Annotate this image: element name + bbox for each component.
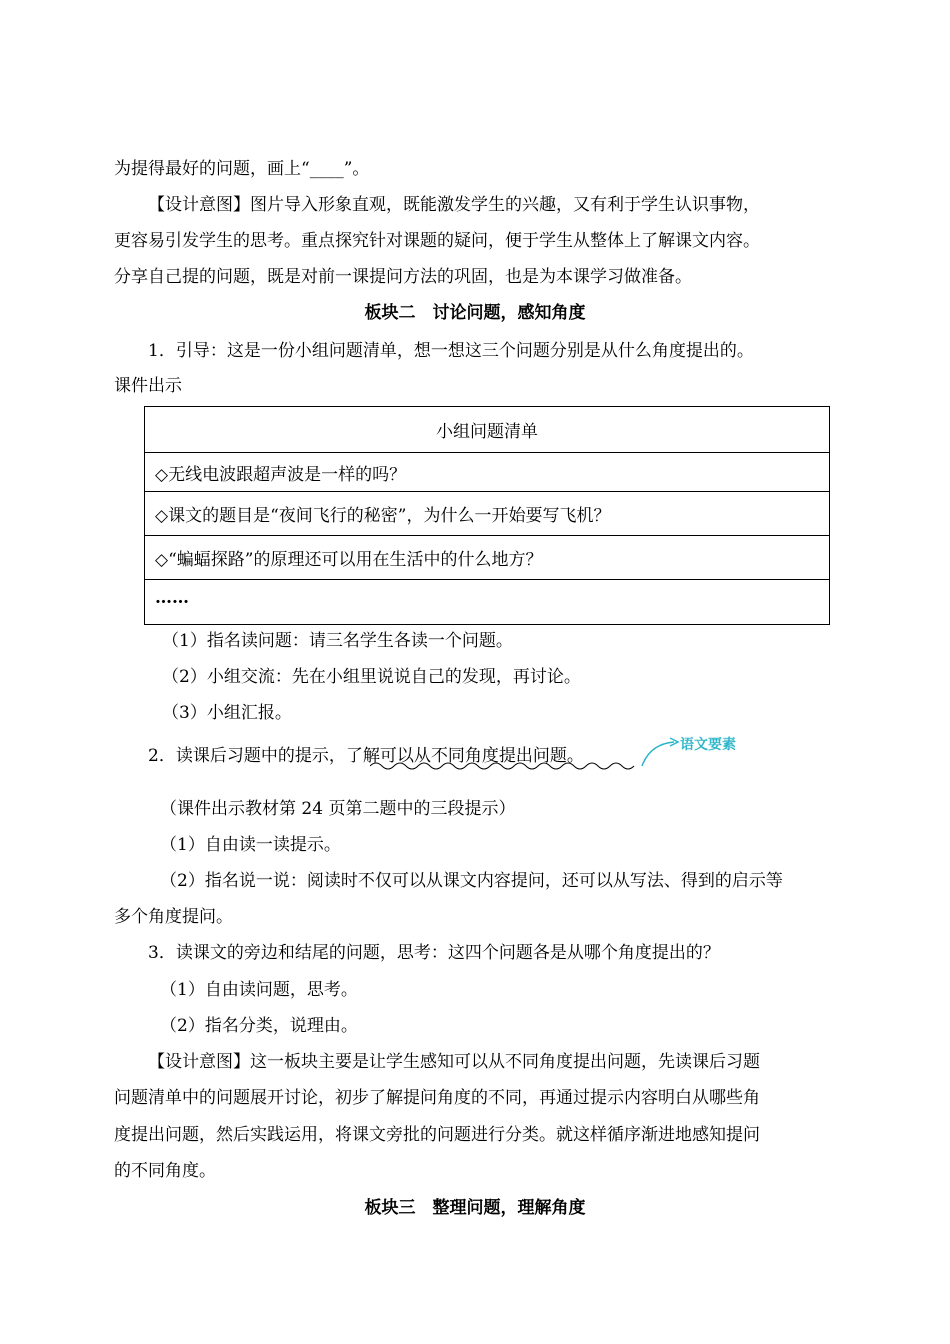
paragraph-line: （2）指名说一说：阅读时不仅可以从课文内容提问，还可以从写法、得到的启示等	[160, 871, 783, 891]
design-intent-line: 【设计意图】图片导入形象直观，既能激发学生的兴趣，又有利于学生认识事物，	[148, 195, 760, 215]
paragraph-line: （1）自由读问题，思考。	[160, 980, 358, 1000]
paragraph-line: （2）小组交流：先在小组里说说自己的发现，再讨论。	[162, 667, 581, 687]
table-row: ◇“蝙蝠探路”的原理还可以用在生活中的什么地方？	[145, 536, 830, 580]
paragraph-line: 为提得最好的问题，画上“____”。	[114, 159, 370, 179]
paragraph-line: （2）指名分类，说理由。	[160, 1016, 358, 1036]
paragraph-line: 分享自己提的问题，既是对前一课提问方法的巩固，也是为本课学习做准备。	[114, 267, 692, 287]
table-title: 小组问题清单	[145, 407, 830, 453]
paragraph-line: 1．引导：这是一份小组问题清单，想一想这三个问题分别是从什么角度提出的。	[148, 341, 754, 361]
section-heading-3: 板块三 整理问题，理解角度	[364, 1198, 586, 1218]
paragraph-line: 2．读课后习题中的提示，了解可以从不同角度提出问题。	[148, 746, 584, 766]
group-question-list-table	[144, 406, 830, 625]
paragraph-line: 问题清单中的问题展开讨论，初步了解提问角度的不同，再通过提示内容明白从哪些角	[114, 1088, 760, 1108]
paragraph-line: （课件出示教材第 24 页第二题中的三段提示）	[160, 799, 516, 819]
paragraph-line: 的不同角度。	[114, 1161, 216, 1181]
wavy-underline-icon	[370, 760, 640, 772]
paragraph-line: （1）指名读问题：请三名学生各读一个问题。	[162, 631, 513, 651]
table-row: ……	[145, 580, 830, 625]
paragraph-line: 更容易引发学生的思考。重点探究针对课题的疑问，便于学生从整体上了解课文内容。	[114, 231, 760, 251]
section-heading-2: 板块二 讨论问题，感知角度	[364, 303, 586, 323]
design-intent-line: 【设计意图】这一板块主要是让学生感知可以从不同角度提出问题，先读课后习题	[148, 1052, 760, 1072]
paragraph-line: （3）小组汇报。	[162, 703, 292, 723]
table-row: ◇课文的题目是“夜间飞行的秘密”，为什么一开始要写飞机？	[145, 492, 830, 536]
annotation-label: 语文要素	[680, 737, 736, 753]
paragraph-line: 多个角度提问。	[114, 907, 233, 927]
table-row: ◇无线电波跟超声波是一样的吗？	[145, 453, 830, 492]
paragraph-line: 课件出示	[114, 376, 182, 396]
paragraph-line: 度提出问题，然后实践运用，将课文旁批的问题进行分类。就这样循序渐进地感知提问	[114, 1125, 760, 1145]
paragraph-line: 3．读课文的旁边和结尾的问题，思考：这四个问题各是从哪个角度提出的？	[148, 943, 720, 963]
paragraph-line: （1）自由读一读提示。	[160, 835, 341, 855]
